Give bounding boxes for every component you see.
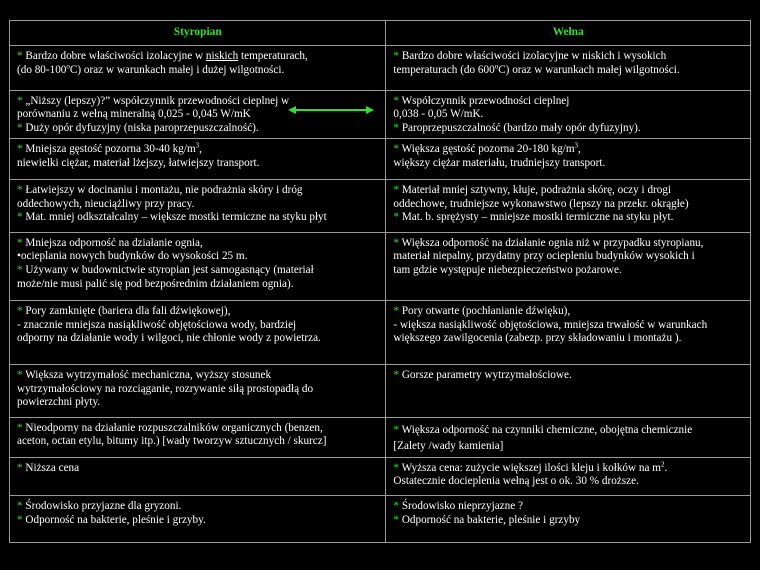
bullet-asterisk: * — [393, 369, 400, 382]
line-text: Mat. b. sprężysty – mniejsze mostki termiczne na styku płyt. — [399, 211, 674, 224]
cell-styropian — [10, 300, 386, 364]
bullet-asterisk: * — [17, 236, 23, 249]
line-text: (do 80-100 — [17, 63, 67, 76]
line-text: Mniejsza odporność na działanie ognia, — [22, 236, 203, 249]
bullet-asterisk: * — [17, 50, 23, 62]
line-text: Nieodporny na działanie rozpuszczalników organicznych (benzen, — [22, 421, 323, 434]
double-arrow-icon — [288, 103, 374, 117]
text-line — [393, 211, 744, 225]
cell-styropian — [10, 496, 386, 543]
bullet-asterisk: * — [17, 264, 23, 277]
cell-welna — [386, 496, 751, 543]
line-text: tam gdzie występuje niebezpieczeństwo pożarowe. — [393, 264, 622, 277]
line-text: Odporność na bakterie, pleśnie i grzyby. — [22, 513, 206, 526]
cell-welna — [386, 232, 751, 300]
text-line — [17, 383, 379, 397]
text-line — [17, 143, 379, 157]
cell-welna — [386, 139, 751, 180]
text-line — [393, 369, 744, 383]
bullet-asterisk: * — [17, 421, 23, 434]
superscript: 2 — [660, 459, 665, 468]
cell-welna — [386, 417, 751, 457]
table-row — [10, 365, 751, 418]
table-row — [10, 300, 751, 364]
text-line — [17, 514, 379, 528]
bullet-asterisk: * — [17, 500, 23, 513]
line-text: Większa gęstość pozorna 20-180 kg/m — [399, 143, 575, 156]
text-line — [393, 237, 744, 251]
line-text: Większa odporność na czynniki chemiczne, obojętna chemicznie — [399, 423, 693, 436]
cell-styropian — [10, 179, 386, 232]
text-line — [17, 396, 379, 410]
line-text: Większa odporność na działanie ognia niż w przypadku styropianu, — [399, 236, 704, 249]
text-line — [17, 211, 379, 225]
line-text: Pory otwarte (pochłanianie dźwięku), — [399, 304, 571, 317]
line-text: Wyższa cena: zużycie większej ilości kleju i kołków na m — [399, 461, 661, 474]
text-line — [393, 61, 744, 78]
bullet-asterisk: * — [393, 513, 400, 526]
text-line — [393, 108, 744, 122]
text-line — [393, 198, 744, 212]
text-line — [17, 462, 379, 476]
line-text: Mat. mniej odkształcalny – większe mostki termiczne na styku płyt — [22, 211, 327, 224]
line-text: temperaturach (do 600 — [393, 63, 495, 76]
line-text: niewielki ciężar, materiał lżejszy, łatwiejszy transport. — [17, 156, 260, 169]
bullet-asterisk: * — [17, 183, 23, 196]
line-text: C) oraz w warunkach małej wilgotności. — [498, 63, 680, 76]
bullet-asterisk: * — [393, 183, 400, 196]
line-text: Łatwiejszy w docinaniu i montażu, nie podrażnia skóry i dróg — [22, 183, 303, 196]
text-line — [17, 332, 379, 346]
text-line — [393, 475, 744, 489]
cell-welna — [386, 300, 751, 364]
text-line — [393, 438, 744, 454]
line-text: Współczynnik przewodności cieplnej — [399, 94, 570, 107]
line-text: - większa nasiąkliwość objętościowa, mniejsza trwałość w warunkach — [393, 318, 708, 331]
bullet-asterisk: * — [393, 423, 400, 436]
table-row — [10, 417, 751, 457]
bullet-asterisk: * — [17, 369, 23, 382]
cell-welna — [386, 46, 751, 91]
text-line — [393, 184, 744, 198]
text-line — [393, 95, 744, 109]
bullet-asterisk: * — [17, 211, 23, 224]
line-text: Pory zamknięte (bariera dla fali dźwiękowej), — [22, 304, 231, 317]
cell-welna — [386, 457, 751, 496]
table-row — [10, 232, 751, 300]
line-text: Materiał mniej sztywny, kłuje, podrażnia skórę, oczy i drogi — [399, 183, 672, 196]
bullet-asterisk: * — [393, 121, 400, 134]
cell-welna — [386, 365, 751, 418]
line-text: Bardzo dobre właściwości izolacyjne w niskich i wysokich — [399, 50, 667, 62]
superscript: o — [494, 61, 499, 70]
line-text: Duży opór dyfuzyjny (niska paroprzepuszczalność). — [22, 121, 259, 134]
line-text: [Zalety /wady kamienia] — [393, 439, 504, 452]
cell-styropian — [10, 457, 386, 496]
cell-welna — [386, 179, 751, 232]
bullet-asterisk: * — [17, 304, 23, 317]
bullet-asterisk: * — [17, 461, 23, 474]
table-row — [10, 179, 751, 232]
bullet-asterisk: * — [17, 513, 23, 526]
text-line — [17, 264, 379, 278]
line-text: Ostatecznie docieplenia wełną jest o ok. 30 % droższe. — [393, 475, 639, 488]
line-text: C) oraz w warunkach małej i dużej wilgotności. — [69, 63, 285, 76]
line-text: •ocieplania nowych budynków do wysokości 25 m. — [17, 250, 248, 263]
table-row — [10, 139, 751, 180]
line-text: powierzchni płyty. — [17, 396, 101, 409]
text-line — [393, 459, 744, 476]
text-line — [17, 157, 379, 171]
line-text: Środowisko przyjazne dla gryzoni. — [22, 500, 182, 513]
line-text: może/nie musi palić się pod bezpośrednim działaniem ognia). — [17, 277, 294, 290]
line-text: Używany w budownictwie styropian jest samogasnący (materiał — [22, 264, 314, 277]
line-text: Środowisko nieprzyjazne ? — [399, 500, 523, 513]
text-line — [17, 61, 379, 78]
text-line — [393, 264, 744, 278]
line-text: Odporność na bakterie, pleśnie i grzyby — [399, 513, 581, 526]
bullet-asterisk: * — [393, 304, 400, 317]
bullet-asterisk: * — [393, 94, 400, 107]
line-text: , — [578, 143, 581, 156]
superscript: o — [66, 61, 70, 70]
line-text: temperaturach, — [238, 50, 308, 62]
line-text: . — [664, 461, 668, 474]
text-line — [17, 198, 379, 212]
bullet-asterisk: * — [393, 143, 400, 156]
text-line — [17, 184, 379, 198]
table-row — [10, 90, 751, 139]
text-line — [393, 422, 744, 438]
header-welna: Wełna — [386, 21, 751, 46]
text-line — [17, 319, 379, 333]
line-text: aceton, octan etylu, bitumy itp.) [wady tworzyw sztucznych / skurcz] — [17, 435, 327, 448]
line-text: Większa wytrzymałość mechaniczna, wyższy stosunek — [22, 369, 272, 382]
underlined-text: niskich — [205, 50, 239, 62]
line-text: Gorsze parametry wytrzymałościowe. — [399, 369, 572, 382]
line-text: 0,038 - 0,05 W/mK. — [393, 108, 484, 121]
cell-welna — [386, 90, 751, 139]
text-line — [17, 422, 379, 436]
bullet-asterisk: * — [393, 211, 400, 224]
line-text: materiał niepalny, przydatny przy ociepleniu budynków wysokich i — [393, 250, 695, 263]
line-text: Niższa cena — [22, 461, 80, 474]
text-line — [17, 50, 379, 64]
line-text: większego zawilgocenia (zabezp. przy składowaniu i montażu ). — [393, 332, 682, 345]
cell-styropian — [10, 417, 386, 457]
comparison-table — [9, 20, 751, 543]
text-line — [17, 500, 379, 514]
bullet-asterisk: * — [17, 143, 23, 156]
text-line — [17, 305, 379, 319]
text-line — [393, 500, 744, 514]
bullet-asterisk: * — [393, 50, 400, 62]
line-text: Bardzo dobre właściwości izolacyjne w — [22, 50, 206, 62]
text-line — [393, 250, 744, 264]
text-line — [17, 250, 379, 264]
text-line — [393, 157, 744, 171]
text-line — [393, 50, 744, 64]
text-line — [17, 237, 379, 251]
text-line — [17, 122, 379, 136]
line-text: Paroprzepuszczalność (bardzo mały opór dyfuzyjny). — [399, 121, 641, 134]
bullet-asterisk: * — [393, 500, 400, 513]
cell-styropian — [10, 365, 386, 418]
line-text: porównaniu z wełną mineralną 0,025 - 0,045 W/mK — [17, 108, 251, 121]
bullet-asterisk: * — [393, 461, 400, 474]
text-line — [393, 319, 744, 333]
header-styropian: Styropian — [10, 21, 386, 46]
table-row — [10, 46, 751, 91]
bullet-asterisk: * — [393, 236, 400, 249]
text-line — [17, 369, 379, 383]
superscript: 3 — [195, 141, 200, 150]
text-line — [393, 332, 744, 346]
bullet-asterisk: * — [17, 94, 23, 107]
text-line — [17, 278, 379, 292]
superscript: 3 — [574, 141, 579, 150]
text-line — [393, 122, 744, 136]
line-text: , — [199, 143, 202, 156]
table-row — [10, 496, 751, 543]
line-text: oddechowych, nieuciążliwy przy pracy. — [17, 197, 195, 210]
cell-styropian — [10, 232, 386, 300]
line-text: - znacznie mniejsza nasiąkliwość objętościowa wody, bardziej — [17, 318, 297, 331]
line-text: „Niższy (lepszy)?” współczynnik przewodności cieplnej w — [22, 94, 290, 107]
line-text: odporny na działanie wody i wilgoci, nie chłonie wody z powietrza. — [17, 332, 321, 345]
text-line — [393, 305, 744, 319]
cell-styropian — [10, 46, 386, 91]
table-row — [10, 457, 751, 496]
text-line — [17, 435, 379, 449]
line-text: większy ciężar materiału, trudniejszy transport. — [393, 156, 606, 169]
text-line — [393, 514, 744, 528]
cell-styropian — [10, 139, 386, 180]
line-text: oddechowe, trudniejsze wykonawstwo (lepszy na przekr. okrągłe) — [393, 197, 689, 210]
text-line — [393, 143, 744, 157]
line-text: wytrzymałościowy na rozciąganie, rozrywanie siłą prostopadłą do — [17, 382, 314, 395]
bullet-asterisk: * — [17, 121, 23, 134]
line-text: Mniejsza gęstość pozorna 30-40 kg/m — [22, 143, 196, 156]
